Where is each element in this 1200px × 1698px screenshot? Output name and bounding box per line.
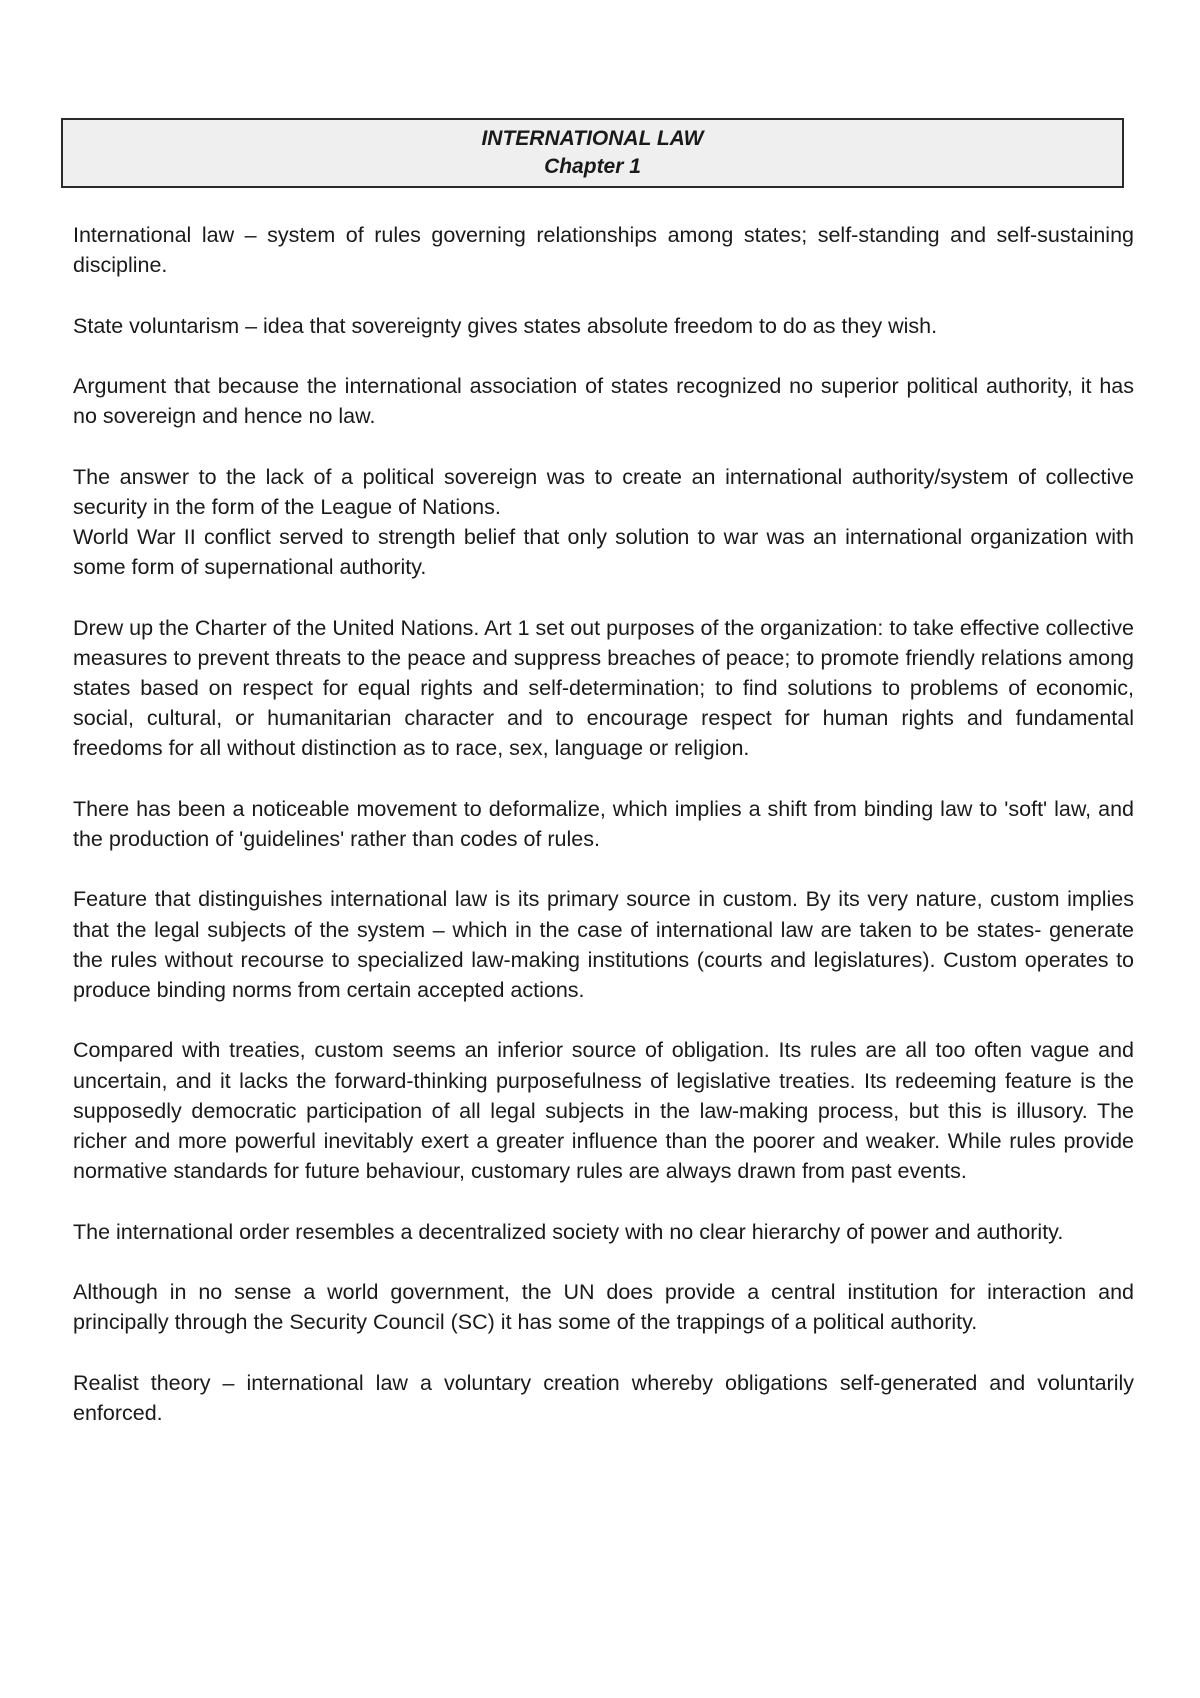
paragraph: Feature that distinguishes international law is its primary source in custom. By its very nature, custom implies that the legal subjects of the system – which in the case of international law are taken to be states- generate the rules without recourse to specialized law-making institutions (courts and legislatures). Custom operates to produce binding norms from certain accepted actions. <box>73 887 1134 1002</box>
paragraph: World War II conflict served to strength belief that only solution to war was an international organization with some form of supernational authority. <box>73 524 1134 580</box>
paragraph: Argument that because the international association of states recognized no superior political authority, it has no sovereign and hence no law. <box>73 373 1134 429</box>
paragraph: International law – system of rules governing relationships among states; self-standing and self-sustaining discipline. <box>73 223 1134 278</box>
chapter-heading: Chapter 1 <box>544 155 641 178</box>
paragraph: The international order resembles a decentralized society with no clear hierarchy of power and authority. <box>73 1219 1064 1244</box>
document-title: INTERNATIONAL LAW <box>481 127 704 150</box>
paragraph: Realist theory – international law a voluntary creation whereby obligations self-generated and voluntarily enforced. <box>73 1370 1134 1425</box>
paragraph: There has been a noticeable movement to deformalize, which implies a shift from binding law to 'soft' law, and the production of 'guidelines' rather than codes of rules. <box>73 796 1134 851</box>
paragraph: Although in no sense a world government, the UN does provide a central institution for interaction and principally through the Security Council (SC) it has some of the trappings of a political authority. <box>73 1279 1134 1335</box>
paragraph: Compared with treaties, custom seems an inferior source of obligation. Its rules are all too often vague and uncertain, and it lacks the forward-thinking purposefulness of legislative treaties. Its redeeming feature is the supposedly democratic participation of all legal subjects in the law-making process, but this is illusory. The richer and more powerful inevitably exert a greater influence than the poorer and weaker. While rules provide normative standards for future behaviour, customary rules are always drawn from past events. <box>73 1038 1134 1184</box>
paragraph: The answer to the lack of a political sovereign was to create an international authority/system of collective security in the form of the League of Nations. <box>73 464 1134 519</box>
paragraph: State voluntarism – idea that sovereignty gives states absolute freedom to do as they wish. <box>73 313 938 338</box>
paragraph: Drew up the Charter of the United Nations. Art 1 set out purposes of the organization: to take effective collective measures to prevent threats to the peace and suppress breaches of peace; to promote friendly relations among states based on respect for equal rights and self-determination; to find solutions to problems of economic, social, cultural, or humanitarian character and to encourage respect for human rights and fundamental freedoms for all without distinction as to race, sex, language or religion. <box>73 615 1134 761</box>
document-body <box>73 220 1134 1458</box>
title-box <box>61 118 1124 188</box>
